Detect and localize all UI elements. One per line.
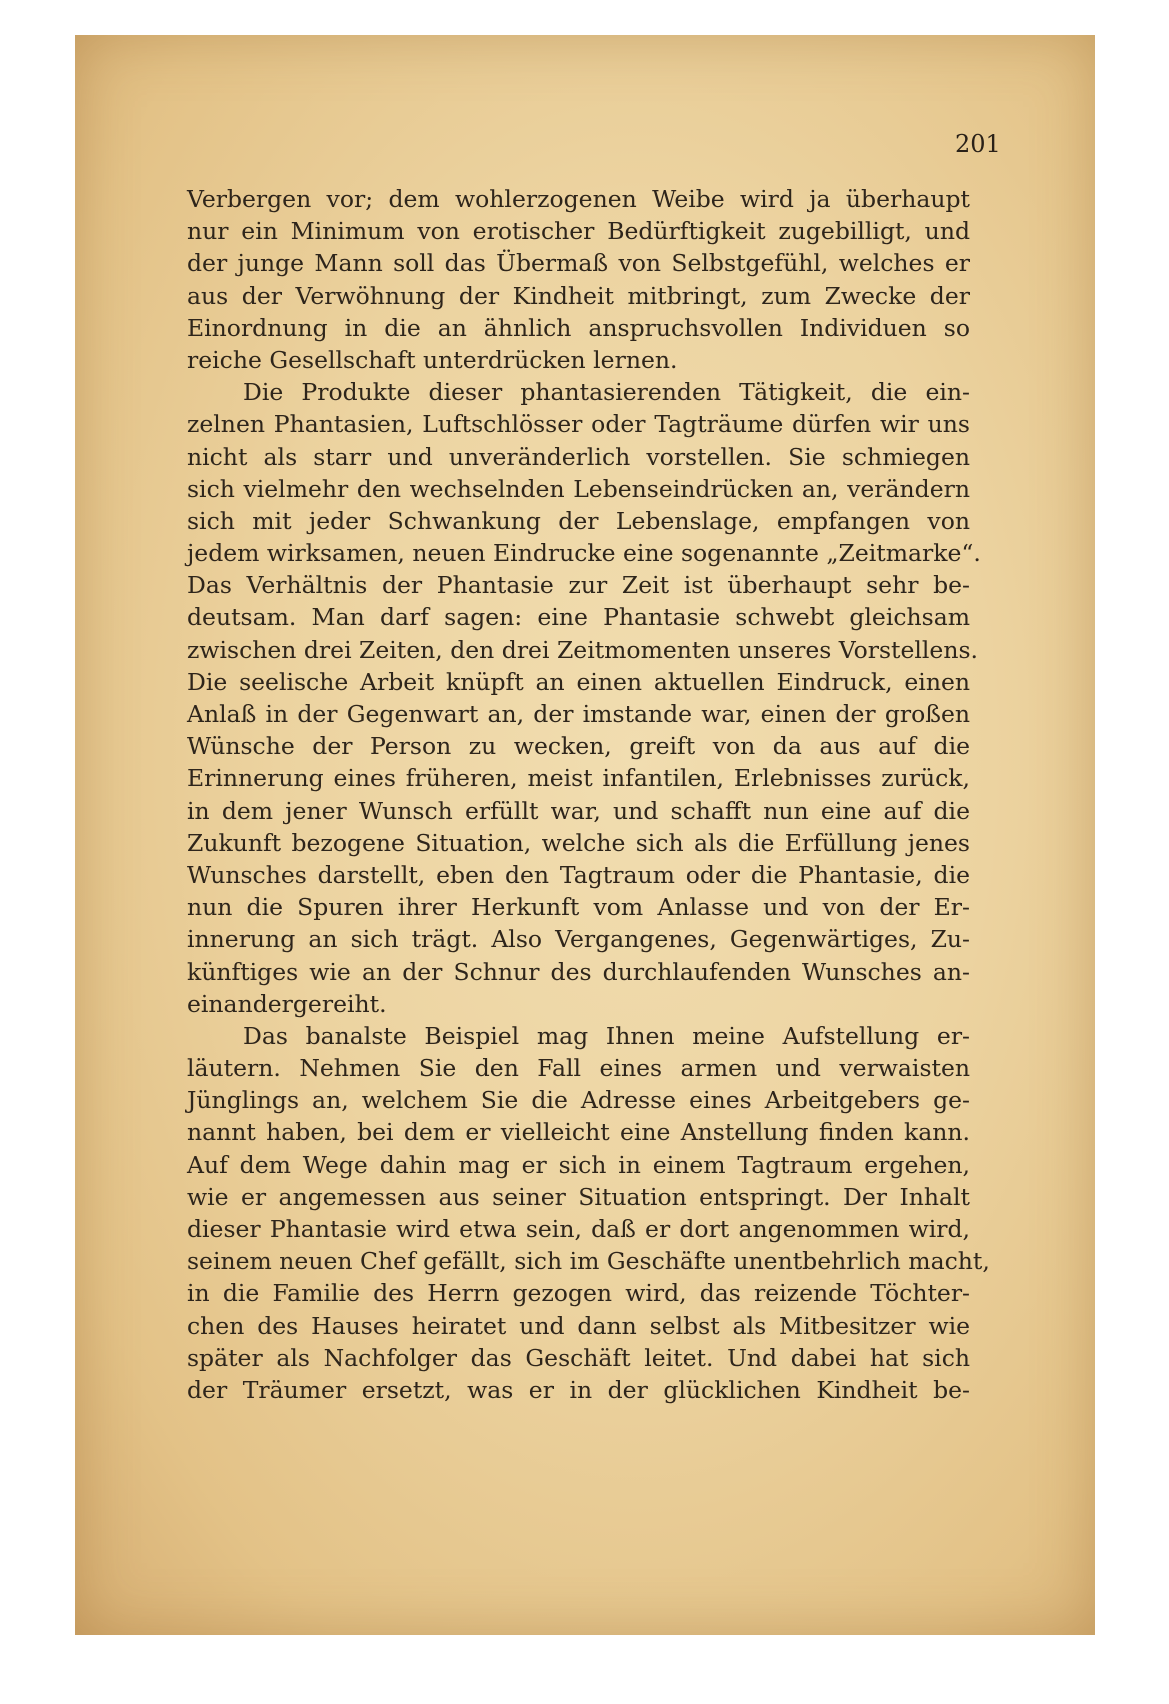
text-line: einandergereiht.	[187, 989, 387, 1018]
text-line: Das banalste Beispiel mag Ihnen meine Aufstellung er-	[243, 1021, 970, 1050]
text-line: Die seelische Arbeit knüpft an einen aktuellen Eindruck, einen	[187, 667, 970, 696]
text-line: zelnen Phantasien, Luftschlösser oder Tagträume dürfen wir uns	[187, 410, 970, 439]
page-number: 201	[955, 130, 1001, 158]
text-line: innerung an sich trägt. Also Vergangenes, Gegenwärtiges, Zu-	[187, 925, 970, 954]
text-line: Wunsches darstellt, eben den Tagtraum oder die Phantasie, die	[187, 860, 970, 889]
text-line: sich vielmehr den wechselnden Lebenseindrücken an, verändern	[187, 474, 970, 503]
text-line: reiche Gesellschaft unterdrücken lernen.	[187, 345, 678, 374]
text-line: später als Nachfolger das Geschäft leitet. Und dabei hat sich	[187, 1343, 970, 1372]
text-line: in die Familie des Herrn gezogen wird, das reizende Töchter-	[187, 1279, 970, 1308]
text-line: aus der Verwöhnung der Kindheit mitbringt, zum Zwecke der	[187, 281, 970, 310]
body-text	[187, 183, 990, 1406]
text-line: künftiges wie an der Schnur des durchlaufenden Wunsches an-	[187, 957, 970, 986]
text-line: Jünglings an, welchem Sie die Adresse eines Arbeitgebers ge-	[187, 1086, 970, 1115]
text-line: nun die Spuren ihrer Herkunft vom Anlasse und von der Er-	[187, 893, 970, 922]
text-line: Erinnerung eines früheren, meist infantilen, Erlebnisses zurück,	[187, 764, 970, 793]
text-line: Das Verhältnis der Phantasie zur Zeit ist überhaupt sehr be-	[187, 571, 970, 600]
text-line: chen des Hauses heiratet und dann selbst als Mitbesitzer wie	[187, 1311, 970, 1340]
text-line: der junge Mann soll das Übermaß von Selbstgefühl, welches er	[187, 249, 970, 278]
text-line: in dem jener Wunsch erfüllt war, und schafft nun eine auf die	[187, 796, 970, 825]
text-line: Die Produkte dieser phantasierenden Tätigkeit, die ein-	[243, 378, 970, 407]
text-line: nicht als starr und unveränderlich vorstellen. Sie schmiegen	[187, 442, 970, 471]
text-line: nannt haben, bei dem er vielleicht eine Anstellung finden kann.	[187, 1118, 970, 1147]
text-line: deutsam. Man darf sagen: eine Phantasie schwebt gleichsam	[187, 603, 970, 632]
text-line: läutern. Nehmen Sie den Fall eines armen und verwaisten	[187, 1054, 970, 1083]
text-line: Wünsche der Person zu wecken, greift von da aus auf die	[187, 732, 970, 761]
text-line: der Träumer ersetzt, was er in der glücklichen Kindheit be-	[187, 1375, 970, 1404]
text-line: Auf dem Wege dahin mag er sich in einem Tagtraum ergehen,	[187, 1150, 970, 1179]
text-line: seinem neuen Chef gefällt, sich im Geschäfte unentbehrlich macht,	[187, 1247, 990, 1276]
text-line: zwischen drei Zeiten, den drei Zeitmomenten unseres Vorstellens.	[187, 635, 978, 664]
text-line: Einordnung in die an ähnlich anspruchsvollen Individuen so	[187, 313, 970, 342]
text-line: Anlaß in der Gegenwart an, der imstande war, einen der großen	[187, 700, 970, 728]
text-line: Zukunft bezogene Situation, welche sich als die Erfüllung jenes	[187, 828, 970, 857]
text-line: sich mit jeder Schwankung der Lebenslage, empfangen von	[187, 506, 970, 535]
book-page	[75, 35, 1095, 1635]
text-line: nur ein Minimum von erotischer Bedürftigkeit zugebilligt, und	[187, 217, 970, 246]
text-line: Verbergen vor; dem wohlerzogenen Weibe wird ja überhaupt	[187, 185, 970, 213]
text-line: wie er angemessen aus seiner Situation entspringt. Der Inhalt	[187, 1182, 970, 1211]
text-line: jedem wirksamen, neuen Eindrucke eine sogenannte „Zeitmarke“.	[187, 539, 981, 568]
text-line: dieser Phantasie wird etwa sein, daß er dort angenommen wird,	[187, 1215, 970, 1243]
